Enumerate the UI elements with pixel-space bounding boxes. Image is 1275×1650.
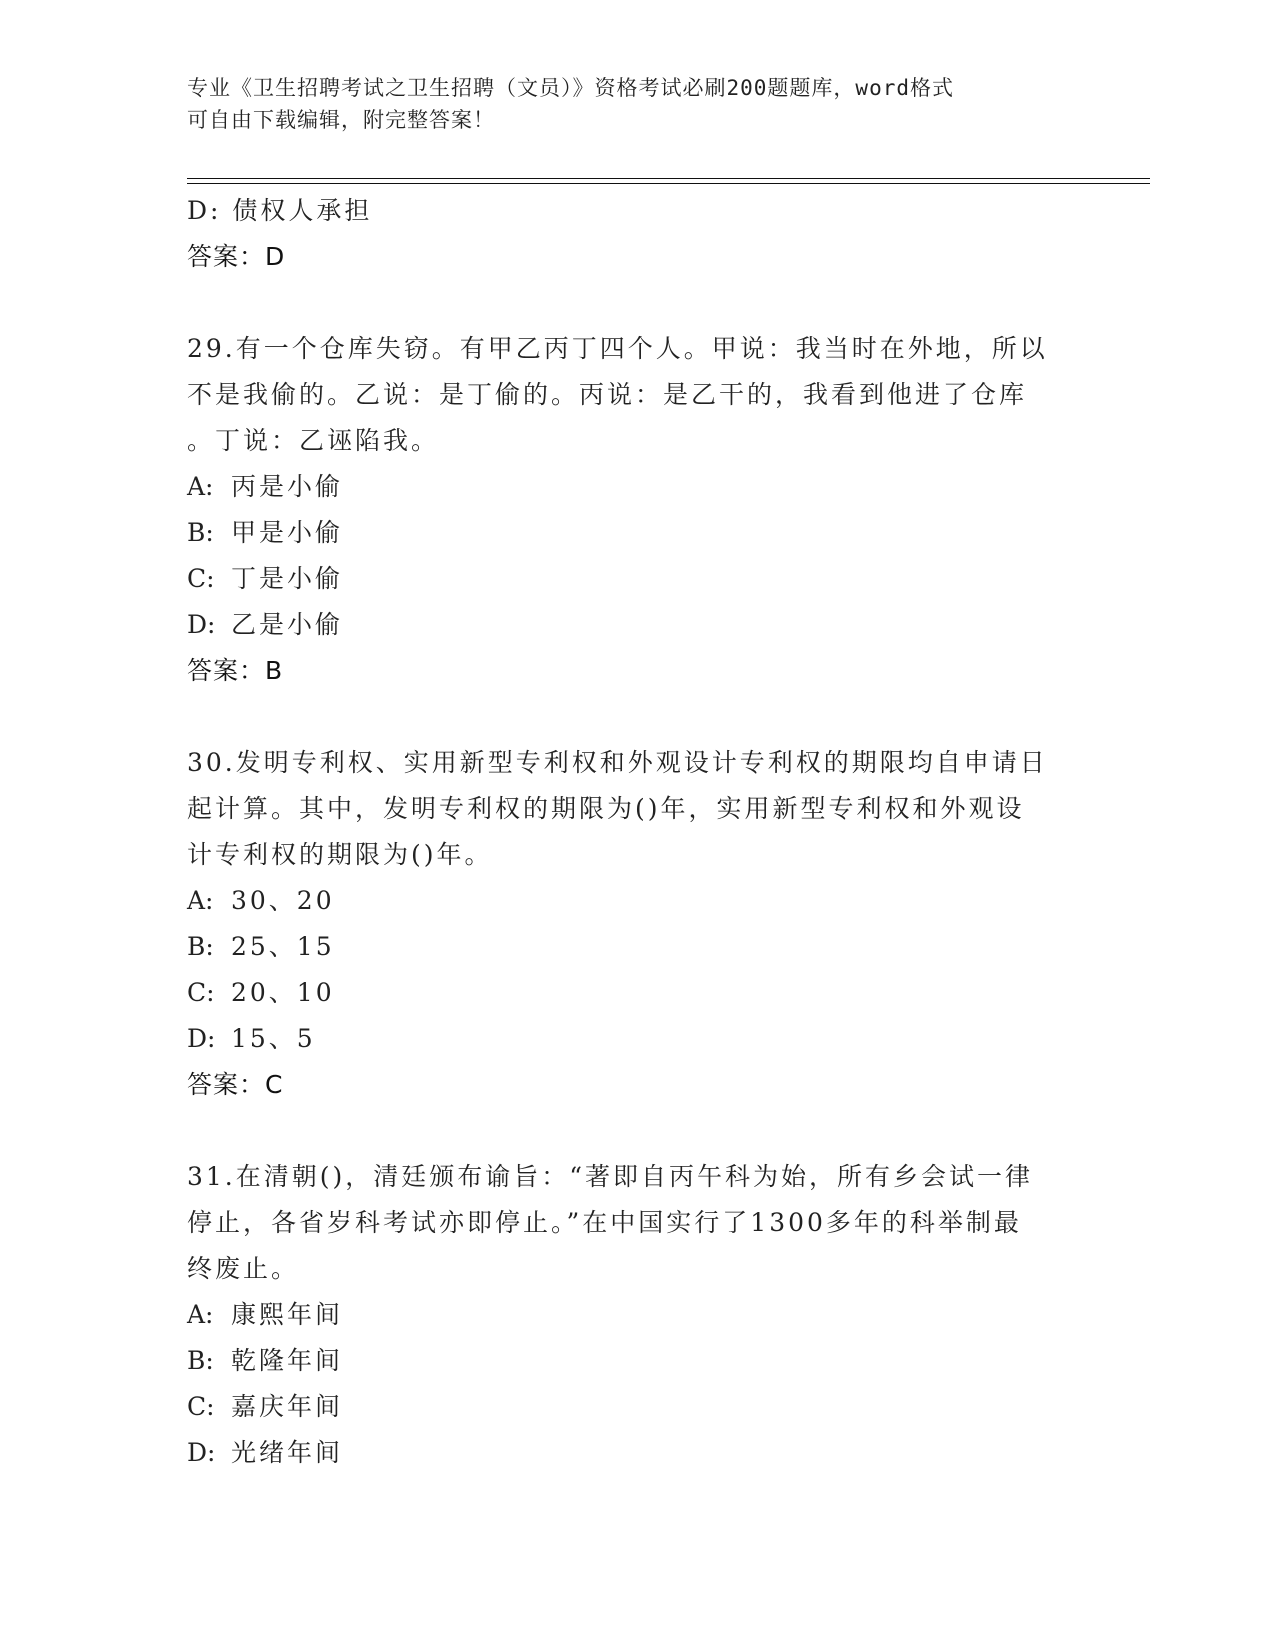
option-c [187, 970, 1087, 1016]
option-a [187, 1292, 1087, 1338]
option-label: A: [187, 886, 214, 915]
option-b [187, 1338, 1087, 1384]
option-text: 丙是小偷 [231, 472, 344, 501]
option-label: B: [187, 932, 214, 961]
question-29 [187, 326, 1087, 694]
spacer [187, 694, 1087, 740]
option-text: 15、5 [231, 1024, 316, 1053]
option-text: 嘉庆年间 [231, 1392, 344, 1421]
option-label: D: [187, 610, 216, 639]
question-31 [187, 1154, 1087, 1476]
answer: 答案：B [187, 656, 284, 685]
question-text-line: 。丁说：乙诬陷我。 [187, 426, 440, 455]
document-header [187, 72, 1087, 136]
question-text-line: 不是我偷的。乙说：是丁偷的。丙说：是乙干的，我看到他进了仓库 [187, 380, 1028, 409]
question-text-line: 30.发明专利权、实用新型专利权和外观设计专利权的期限均自申请日 [187, 748, 1048, 777]
option-label: B: [187, 518, 214, 547]
previous-answer: 答案：D [187, 242, 286, 271]
option-label: C: [187, 978, 215, 1007]
option-c [187, 1384, 1087, 1430]
option-text: 丁是小偷 [231, 564, 344, 593]
option-label: D: [187, 1438, 216, 1467]
option-text: 30、20 [231, 886, 335, 915]
option-label: A: [187, 472, 214, 501]
option-d [187, 602, 1087, 648]
option-text: 20、10 [231, 978, 335, 1007]
header-divider-bottom [187, 183, 1150, 184]
option-label: D: [187, 1024, 216, 1053]
spacer [187, 280, 1087, 326]
question-text-line: 停止，各省岁科考试亦即停止。”在中国实行了1300多年的科举制最 [187, 1208, 1022, 1237]
question-text-line: 起计算。其中，发明专利权的期限为()年，实用新型专利权和外观设 [187, 794, 1025, 823]
option-label: B: [187, 1346, 214, 1375]
header-divider-top [187, 178, 1150, 179]
option-d [187, 1016, 1087, 1062]
question-text-line: 终废止。 [187, 1254, 300, 1283]
option-text: 乾隆年间 [231, 1346, 344, 1375]
document-body [187, 188, 1087, 1476]
option-label: C: [187, 564, 215, 593]
option-b [187, 510, 1087, 556]
question-30 [187, 740, 1087, 1108]
previous-option-d: D: 债权人承担 [187, 196, 373, 225]
option-c [187, 556, 1087, 602]
spacer [187, 1108, 1087, 1154]
option-text: 光绪年间 [231, 1438, 344, 1467]
question-text-line: 计专利权的期限为()年。 [187, 840, 493, 869]
header-line-2: 可自由下载编辑，附完整答案！ [187, 108, 495, 132]
question-text-line: 31.在清朝()，清廷颁布谕旨：“著即自丙午科为始，所有乡会试一律 [187, 1162, 1034, 1191]
option-label: C: [187, 1392, 215, 1421]
option-text: 康熙年间 [231, 1300, 344, 1329]
option-text: 25、15 [231, 932, 335, 961]
option-text: 乙是小偷 [231, 610, 344, 639]
option-label: A: [187, 1300, 214, 1329]
question-text-line: 29.有一个仓库失窃。有甲乙丙丁四个人。甲说：我当时在外地，所以 [187, 334, 1048, 363]
header-line-1: 专业《卫生招聘考试之卫生招聘（文员）》资格考试必刷200题题库，word格式 [187, 76, 954, 100]
option-a [187, 464, 1087, 510]
answer: 答案：C [187, 1070, 284, 1099]
option-d [187, 1430, 1087, 1476]
option-text: 甲是小偷 [231, 518, 344, 547]
option-b [187, 924, 1087, 970]
option-a [187, 878, 1087, 924]
